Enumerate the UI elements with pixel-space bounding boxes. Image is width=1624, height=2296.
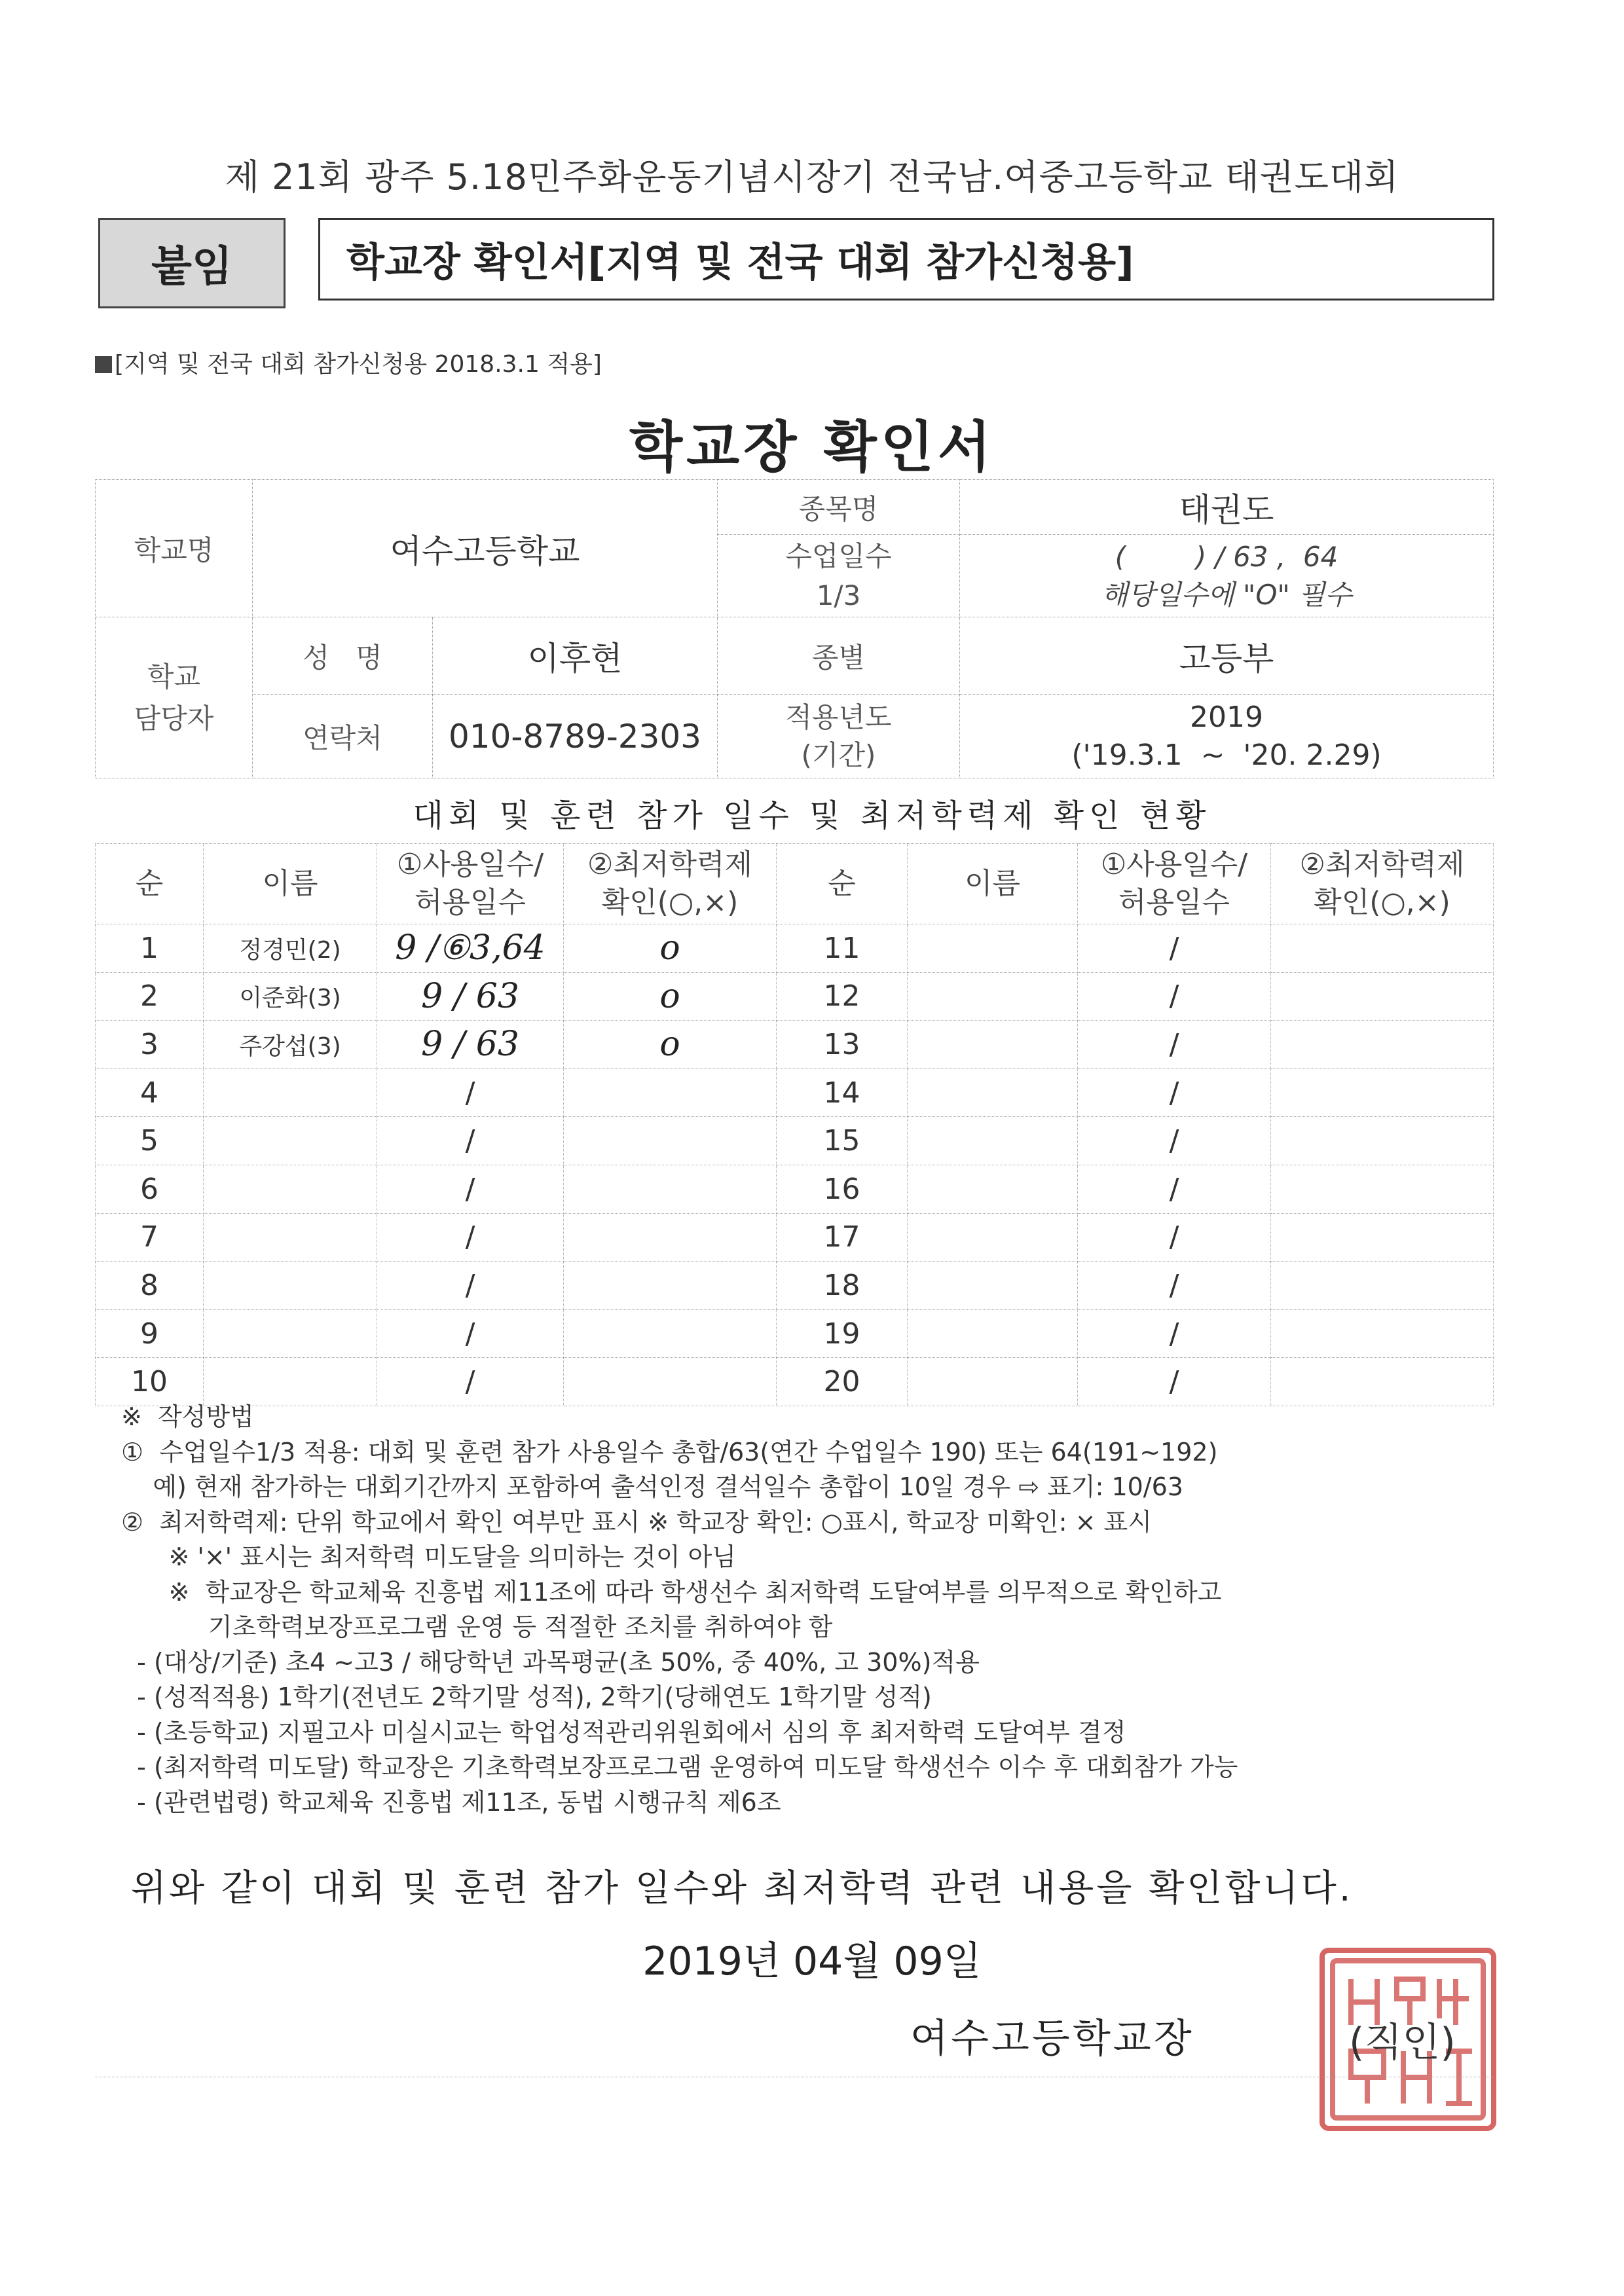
cell-name <box>204 1262 377 1310</box>
attachment-tag-label: 붙임 <box>151 243 232 291</box>
cell-check <box>1271 1358 1494 1406</box>
table-row <box>96 1117 1494 1165</box>
header-min-b <box>1271 844 1494 924</box>
table-row <box>96 1213 1494 1262</box>
cell-days: / <box>1078 972 1271 1021</box>
header-min-2: 확인(○,×) <box>601 886 739 919</box>
school-name: 여수고등학교 <box>253 480 718 617</box>
year-label <box>718 695 960 778</box>
cell-days: / <box>377 1262 564 1310</box>
cell-days: / <box>377 1358 564 1406</box>
cell-name <box>204 1068 377 1117</box>
class-days-label-1: 수업일수 <box>785 539 892 572</box>
cell-no: 9 <box>96 1309 204 1358</box>
cell-name <box>908 1068 1078 1117</box>
cell-days: / <box>1078 924 1271 973</box>
contact-value: 010-8789-2303 <box>433 695 718 778</box>
table-row <box>96 972 1494 1021</box>
applicability-note <box>95 346 602 379</box>
cell-days: / <box>1078 1021 1271 1069</box>
table-row <box>96 1262 1494 1310</box>
cell-name <box>908 1021 1078 1069</box>
header-days <box>377 844 564 924</box>
instruction-line: 기초학력보장프로그램 운영 등 적절한 조치를 취하여야 함 <box>121 1613 833 1641</box>
roster-table <box>95 843 1493 1406</box>
manager-name: 이후현 <box>433 617 718 695</box>
cell-check: o <box>564 1021 777 1069</box>
cell-check <box>1271 1117 1494 1165</box>
cell-check <box>564 1068 777 1117</box>
cell-no: 5 <box>96 1117 204 1165</box>
cell-check <box>564 1165 777 1213</box>
cell-check <box>564 1309 777 1358</box>
instruction-line: - (최저학력 미도달) 학교장은 기초학력보장프로그램 운영하여 미도달 학생선수 이수 후 대회참가 가능 <box>121 1753 1238 1781</box>
form-title: 학교장 확인서 <box>629 415 995 479</box>
cell-name <box>204 1213 377 1262</box>
cell-days: / <box>1078 1068 1271 1117</box>
cell-check <box>564 1213 777 1262</box>
cell-name: 주강섭(3) <box>204 1021 377 1069</box>
table-row <box>96 1021 1494 1069</box>
attachment-tag <box>98 218 286 308</box>
roster-body <box>96 924 1494 1406</box>
cell-check: o <box>564 924 777 973</box>
header-min-b-2: 확인(○,×) <box>1314 886 1450 919</box>
cell-days: / <box>1078 1117 1271 1165</box>
instruction-line: ※ 학교장은 학교체육 진흥법 제11조에 따라 학생선수 최저학력 도달여부를 의무적으로 확인하고 <box>121 1577 1222 1607</box>
instruction-line: - (대상/기준) 초4 ~고3 / 해당학년 과목평균(초 50%, 중 40%, 고 30%)적용 <box>121 1647 980 1677</box>
school-label: 학교명 <box>96 480 253 617</box>
class-days-note: 해당일수에 "O" 필수 <box>1101 578 1352 611</box>
cell-days: 9 /⑥3,64 <box>377 924 564 973</box>
form-banner-label: 학교장 확인서[지역 및 전국 대회 참가신청용] <box>346 240 1134 285</box>
cell-no: 18 <box>777 1262 908 1310</box>
instructions <box>121 1400 1503 1820</box>
cell-days: / <box>1078 1358 1271 1406</box>
header-days-b-1: ①사용일수/ <box>1100 848 1248 881</box>
cell-days: / <box>377 1165 564 1213</box>
cell-check <box>1271 924 1494 973</box>
class-days-value <box>960 535 1494 617</box>
cell-check <box>1271 972 1494 1021</box>
sport-label: 종목명 <box>718 480 960 535</box>
header-name-2: 이름 <box>908 844 1078 924</box>
cell-no: 4 <box>96 1068 204 1117</box>
cell-check <box>1271 1213 1494 1262</box>
header-days-b <box>1078 844 1271 924</box>
cell-name <box>908 1262 1078 1310</box>
year: 2019 <box>1190 700 1263 734</box>
cell-no: 16 <box>777 1165 908 1213</box>
cell-no: 19 <box>777 1309 908 1358</box>
cell-days: 9 / 63 <box>377 972 564 1021</box>
cell-no: 14 <box>777 1068 908 1117</box>
header-no: 순 <box>96 844 204 924</box>
cell-days: / <box>1078 1262 1271 1310</box>
instruction-line: - (성적적용) 1학기(전년도 2학기말 성적), 2학기(당해연도 1학기말 성적) <box>121 1683 932 1711</box>
cell-name <box>908 972 1078 1021</box>
cell-no: 13 <box>777 1021 908 1069</box>
year-label-1: 적용년도 <box>785 701 892 733</box>
class-days-label <box>718 535 960 617</box>
instruction-line: ② 최저학력제: 단위 학교에서 확인 여부만 표시 ※ 학교장 확인: ○표시, 학교장 미확인: × 표시 <box>121 1507 1152 1537</box>
instruction-line: - (초등학교) 지필고사 미실시교는 학업성적관리위원회에서 심의 후 최저학력 도달여부 결정 <box>121 1717 1126 1747</box>
cell-no: 15 <box>777 1117 908 1165</box>
table-row <box>96 1309 1494 1358</box>
cell-name <box>204 1117 377 1165</box>
instruction-line: 예) 현재 참가하는 대회기간까지 포함하여 출석인정 결석일수 총합이 10일 경우 ⇨ 표기: 10/63 <box>121 1472 1183 1501</box>
cell-days: / <box>1078 1213 1271 1262</box>
cell-name <box>204 1358 377 1406</box>
cell-days: / <box>377 1068 564 1117</box>
cell-days: / <box>1078 1309 1271 1358</box>
event-title: 제 21회 광주 5.18민주화운동기념시장기 전국남.여중고등학교 태권도대회 <box>225 156 1399 198</box>
class-days-fraction: ( ) / 63 , 64 <box>1115 540 1338 573</box>
table-row <box>96 1358 1494 1406</box>
cell-days: 9 / 63 <box>377 1021 564 1069</box>
cell-name <box>204 1309 377 1358</box>
header-name: 이름 <box>204 844 377 924</box>
roster-title: 대회 및 훈련 참가 일수 및 최저학력제 확인 현황 <box>413 797 1211 834</box>
header-min <box>564 844 777 924</box>
header-no-2: 순 <box>777 844 908 924</box>
contact-label: 연락처 <box>253 695 433 778</box>
cell-name: 이준화(3) <box>204 972 377 1021</box>
instruction-line: ① 수업일수1/3 적용: 대회 및 훈련 참가 사용일수 총합/63(연간 수업일수 190) 또는 64(191~192) <box>121 1437 1218 1467</box>
cell-check <box>1271 1021 1494 1069</box>
cell-check <box>1271 1309 1494 1358</box>
period: ('19.3.1 ~ '20. 2.29) <box>1071 738 1382 772</box>
issue-date: 2019년 04월 09일 <box>642 1939 982 1984</box>
cell-no: 8 <box>96 1262 204 1310</box>
applicability-note-text: [지역 및 전국 대회 참가신청용 2018.3.1 적용] <box>115 351 602 378</box>
cell-check <box>564 1262 777 1310</box>
year-value <box>960 695 1494 778</box>
sport-value: 태권도 <box>960 480 1494 535</box>
cell-no: 6 <box>96 1165 204 1213</box>
cell-days: / <box>377 1117 564 1165</box>
cell-check <box>1271 1068 1494 1117</box>
confirm-statement: 위와 같이 대회 및 훈련 참가 일수와 최저학력 관련 내용을 확인합니다. <box>131 1867 1354 1910</box>
cell-no: 20 <box>777 1358 908 1406</box>
info-table <box>95 479 1493 778</box>
cell-check: o <box>564 972 777 1021</box>
table-row <box>96 924 1494 973</box>
cell-name <box>908 1358 1078 1406</box>
cell-no: 2 <box>96 972 204 1021</box>
cell-no: 3 <box>96 1021 204 1069</box>
cell-days: / <box>1078 1165 1271 1213</box>
cell-no: 10 <box>96 1358 204 1406</box>
cell-check <box>564 1117 777 1165</box>
cell-name <box>908 924 1078 973</box>
instruction-line: ※ 작성방법 <box>121 1402 254 1431</box>
table-row <box>96 1165 1494 1213</box>
header-min-1: ②최저학력제 <box>587 848 752 881</box>
cell-days: / <box>377 1213 564 1262</box>
cell-no: 1 <box>96 924 204 973</box>
header-days-1: ①사용일수/ <box>396 848 544 881</box>
class-days-label-2: 1/3 <box>816 579 861 611</box>
category-label: 종별 <box>718 617 960 695</box>
cell-no: 11 <box>777 924 908 973</box>
form-banner <box>318 218 1494 301</box>
cell-no: 12 <box>777 972 908 1021</box>
table-row <box>96 1068 1494 1117</box>
principal-title: 여수고등학교장 <box>910 2016 1194 2062</box>
year-label-2: (기간) <box>801 738 876 771</box>
cell-no: 7 <box>96 1213 204 1262</box>
cell-days: / <box>377 1309 564 1358</box>
cell-name <box>908 1213 1078 1262</box>
cell-name <box>908 1117 1078 1165</box>
manager-label-1: 학교 <box>147 660 201 693</box>
category-value: 고등부 <box>960 617 1494 695</box>
cell-name <box>908 1309 1078 1358</box>
cell-name <box>204 1165 377 1213</box>
header-days-b-2: 허용일수 <box>1118 886 1230 919</box>
cell-no: 17 <box>777 1213 908 1262</box>
seal-label: (직인) <box>1349 2020 1456 2066</box>
header-min-b-1: ②최저학력제 <box>1299 848 1465 881</box>
instruction-line: ※ '×' 표시는 최저학력 미도달을 의미하는 것이 아님 <box>121 1542 737 1571</box>
cell-name: 정경민(2) <box>204 924 377 973</box>
cell-name <box>908 1165 1078 1213</box>
square-bullet-icon <box>95 356 112 373</box>
cell-check <box>1271 1262 1494 1310</box>
header-days-2: 허용일수 <box>414 886 526 919</box>
manager-label-2: 담당자 <box>134 702 214 735</box>
cell-check <box>564 1358 777 1406</box>
manager-label <box>96 617 253 778</box>
instruction-line: - (관련법령) 학교체육 진흥법 제11조, 동법 시행규칙 제6조 <box>121 1787 781 1817</box>
name-label: 성 명 <box>253 617 433 695</box>
cell-check <box>1271 1165 1494 1213</box>
